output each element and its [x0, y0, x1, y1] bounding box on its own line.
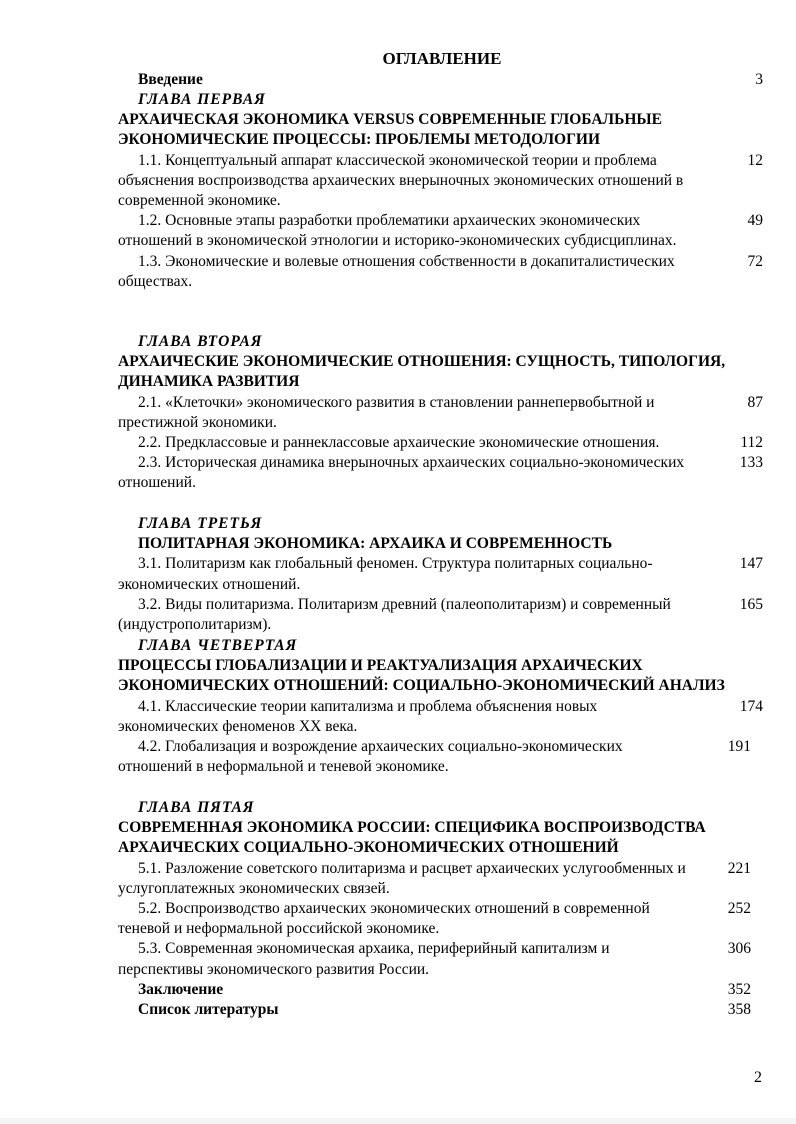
toc-entry-2-1[interactable] — [118, 393, 763, 433]
toc-entry-2-3[interactable] — [118, 453, 763, 493]
section-5-3-text: 5.3. Современная экономическая архаика, периферийный капитализм и перспективы экономического развития России. — [118, 940, 610, 978]
chapter-1 — [118, 90, 763, 292]
conclusion-label: Заключение — [138, 980, 224, 998]
toc-entry-4-1[interactable] — [118, 697, 763, 737]
toc-entry-intro[interactable] — [118, 70, 763, 90]
toc-entry-1-2[interactable] — [118, 211, 763, 251]
chapter-2 — [118, 332, 763, 494]
section-1-3-text: 1.3. Экономические и волевые отношения собственности в докапиталистических обществах. — [118, 252, 675, 290]
chapter-3-title: ПОЛИТАРНАЯ ЭКОНОМИКА: АРХАИКА И СОВРЕМЕННОСТЬ — [138, 535, 613, 553]
section-2-2-page: 112 — [740, 434, 763, 452]
section-5-3-page: 306 — [727, 940, 751, 958]
section-1-2-page: 49 — [747, 212, 763, 230]
toc-entry-4-2[interactable] — [118, 737, 763, 777]
chapter-1-title: АРХАИЧЕСКАЯ ЭКОНОМИКА VERSUS СОВРЕМЕННЫЕ ГЛОБАЛЬНЫЕ ЭКОНОМИЧЕСКИЕ ПРОЦЕССЫ: ПРОБЛЕМЫ МЕТОДОЛОГИИ — [118, 111, 662, 149]
chapter-4-label: ГЛАВА ЧЕТВЕРТАЯ — [138, 637, 298, 654]
toc-entry-5-2[interactable] — [118, 899, 763, 939]
chapter-2-title: АРХАИЧЕСКИЕ ЭКОНОМИЧЕСКИЕ ОТНОШЕНИЯ: СУЩНОСТЬ, ТИПОЛОГИЯ, ДИНАМИКА РАЗВИТИЯ — [118, 353, 726, 391]
section-3-2-page: 165 — [739, 595, 763, 613]
section-2-3-text: 2.3. Историческая динамика внерыночных архаических социально-экономических отношений. — [118, 454, 685, 492]
chapter-2-label: ГЛАВА ВТОРАЯ — [138, 333, 263, 350]
section-1-1-text: 1.1. Концептуальный аппарат классической экономической теории и проблема объяснения воспроизводства архаических внерыночных экономических отношений в современной экономике. — [118, 151, 684, 210]
intro-label: Введение — [138, 71, 203, 88]
toc-entry-bibliography[interactable] — [118, 1000, 763, 1020]
chapter-5 — [118, 798, 763, 1020]
toc-entry-1-1[interactable] — [118, 151, 763, 212]
page-title: ОГЛАВЛЕНИЕ — [382, 49, 502, 68]
intro-page: 3 — [755, 71, 763, 88]
bibliography-page: 358 — [727, 1001, 751, 1019]
toc-entry-3-1[interactable] — [118, 554, 763, 594]
toc-entry-5-1[interactable] — [118, 859, 763, 899]
toc-entry-5-3[interactable] — [118, 939, 763, 979]
toc-entry-1-3[interactable] — [118, 252, 763, 292]
toc-entry-2-2[interactable] — [118, 433, 763, 453]
section-4-2-page: 191 — [727, 738, 751, 756]
toc-entry-conclusion[interactable] — [118, 980, 763, 1000]
section-2-1-page: 87 — [747, 393, 763, 411]
section-1-1-page: 12 — [747, 151, 763, 169]
section-3-1-page: 147 — [739, 555, 763, 573]
chapter-1-label: ГЛАВА ПЕРВАЯ — [138, 91, 266, 108]
chapter-3-label: ГЛАВА ТРЕТЬЯ — [138, 515, 263, 532]
section-5-2-page: 252 — [727, 900, 751, 918]
toc-intro — [118, 70, 763, 90]
section-3-2-text: 3.2. Виды политаризма. Политаризм древний (палеополитаризм) и современный (индустрополитаризм). — [118, 595, 671, 634]
section-2-3-page: 133 — [739, 454, 763, 472]
section-5-2-text: 5.2. Воспроизводство архаических экономических отношений в современной теневой и неформальной российской экономике. — [118, 900, 650, 938]
toc-entry-3-2[interactable] — [118, 595, 763, 635]
section-2-2-text: 2.2. Предклассовые и раннеклассовые архаические экономические отношения. — [138, 434, 660, 452]
section-4-1-text: 4.1. Классические теории капитализма и проблема объяснения новых экономических феноменов XX века. — [118, 697, 598, 735]
chapter-4 — [118, 636, 763, 777]
chapter-3 — [118, 514, 763, 635]
scan-edge — [0, 1118, 796, 1124]
bibliography-label: Список литературы — [138, 1001, 279, 1019]
section-1-2-text: 1.2. Основные этапы разработки проблематики архаических экономических отношений в экономической этнологии и историко-экономических субдисциплинах. — [118, 212, 677, 250]
section-4-1-page: 174 — [739, 697, 763, 715]
chapter-4-title: ПРОЦЕССЫ ГЛОБАЛИЗАЦИИ И РЕАКТУАЛИЗАЦИЯ АРХАИЧЕСКИХ ЭКОНОМИЧЕСКИХ ОТНОШЕНИЙ: СОЦИАЛЬНО-ЭКОНОМИЧЕСКИЙ АНАЛИЗ — [118, 657, 725, 695]
page-number: 2 — [754, 1069, 762, 1086]
chapter-5-title: СОВРЕМЕННАЯ ЭКОНОМИКА РОССИИ: СПЕЦИФИКА ВОСПРОИЗВОДСТВА АРХАИЧЕСКИХ СОЦИАЛЬНО-ЭКОНОМИЧЕСКИХ ОТНОШЕНИЙ — [118, 819, 706, 857]
section-5-1-text: 5.1. Разложение советского политаризма и расцвет архаических услугообменных и услугоплатежных экономических связей. — [118, 859, 686, 897]
section-3-1-text: 3.1. Политаризм как глобальный феномен. Структура политарных социально-экономических отношений. — [118, 555, 653, 593]
section-1-3-page: 72 — [747, 252, 763, 270]
section-5-1-page: 221 — [727, 859, 751, 877]
chapter-5-label: ГЛАВА ПЯТАЯ — [138, 799, 255, 816]
section-2-1-text: 2.1. «Клеточки» экономического развития в становлении раннепервобытной и престижной экономики. — [118, 393, 655, 431]
conclusion-page: 352 — [727, 980, 751, 998]
section-4-2-text: 4.2. Глобализация и возрождение архаических социально-экономических отношений в неформальной и теневой экономике. — [118, 738, 623, 776]
